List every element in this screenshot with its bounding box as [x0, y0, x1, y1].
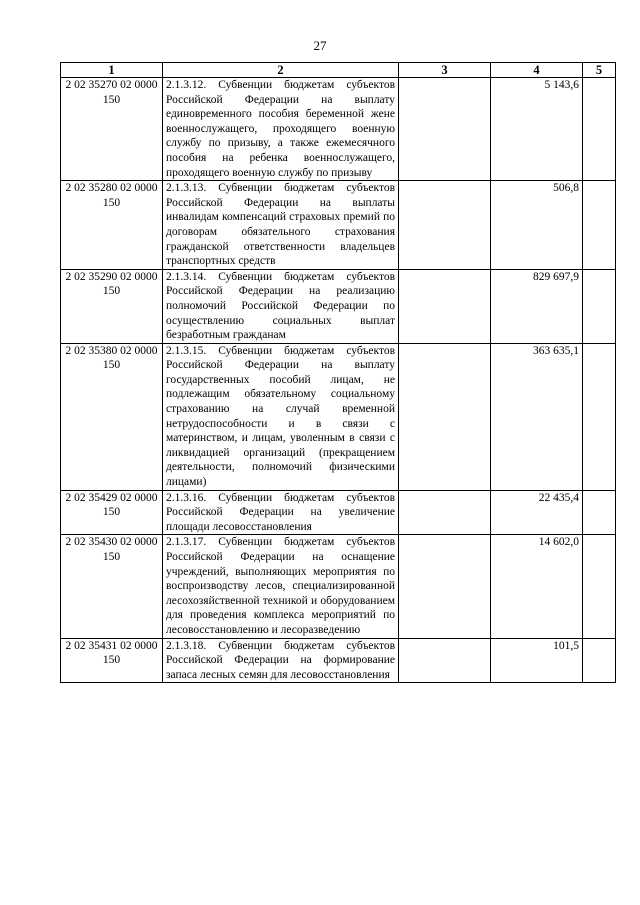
description: 2.1.3.12. Субвенции бюджетам субъектов Российской Федерации на выплату единовременного пособия беременной жене военнослужащего, проходящего военную службу по призыву, а также ежемесячного пособия на ребенка военнослужащего, проходящего военную службу по призыву — [163, 78, 399, 181]
col-5-cell — [583, 638, 616, 683]
col-5-cell — [583, 181, 616, 270]
amount: 363 635,1 — [491, 343, 583, 490]
col-5-cell — [583, 535, 616, 638]
budget-code: 2 02 35290 02 0000 150 — [61, 269, 163, 343]
budget-code: 2 02 35429 02 0000 150 — [61, 490, 163, 535]
description: 2.1.3.14. Субвенции бюджетам субъектов Российской Федерации на реализацию полномочий Российской Федерации по осуществлению социальных выплат безработным гражданам — [163, 269, 399, 343]
table-row — [61, 490, 616, 535]
table-row — [61, 638, 616, 683]
description: 2.1.3.15. Субвенции бюджетам субъектов Российской Федерации на выплату государственных пособий лицам, не подлежащим обязательному социальному страхованию на случай временной нетрудоспособности и в связи с материнством, и лицам, уволенным в связи с ликвидацией организаций (прекращением деятельности, полномочий физическими лицами) — [163, 343, 399, 490]
table-row — [61, 269, 616, 343]
header-row — [61, 63, 616, 78]
col-5-cell — [583, 269, 616, 343]
table-row — [61, 343, 616, 490]
table-row — [61, 535, 616, 638]
col-5-cell — [583, 78, 616, 181]
description: 2.1.3.18. Субвенции бюджетам субъектов Российской Федерации на формирование запаса лесных семян для лесовосстановления — [163, 638, 399, 683]
col-3-cell — [399, 490, 491, 535]
budget-table — [60, 62, 616, 683]
page-number: 27 — [313, 38, 327, 53]
budget-code: 2 02 35280 02 0000 150 — [61, 181, 163, 270]
col-5-cell — [583, 490, 616, 535]
col-3-cell — [399, 535, 491, 638]
header-col-5: 5 — [583, 63, 616, 78]
description: 2.1.3.17. Субвенции бюджетам субъектов Российской Федерации на оснащение учреждений, выполняющих мероприятия по воспроизводству лесов, специализированной лесохозяйственной техникой и оборудованием для проведения комплекса мероприятий по лесовосстановлению и лесоразведению — [163, 535, 399, 638]
description: 2.1.3.13. Субвенции бюджетам субъектов Российской Федерации на выплаты инвалидам компенсаций страховых премий по договорам обязательного страхования гражданской ответственности владельцев транспортных средств — [163, 181, 399, 270]
budget-code: 2 02 35380 02 0000 150 — [61, 343, 163, 490]
header-col-4: 4 — [491, 63, 583, 78]
amount: 829 697,9 — [491, 269, 583, 343]
amount: 14 602,0 — [491, 535, 583, 638]
col-3-cell — [399, 78, 491, 181]
amount: 5 143,6 — [491, 78, 583, 181]
budget-code: 2 02 35430 02 0000 150 — [61, 535, 163, 638]
header-col-3: 3 — [399, 63, 491, 78]
table-row — [61, 78, 616, 181]
budget-code: 2 02 35431 02 0000 150 — [61, 638, 163, 683]
description: 2.1.3.16. Субвенции бюджетам субъектов Российской Федерации на увеличение площади лесовосстановления — [163, 490, 399, 535]
col-3-cell — [399, 269, 491, 343]
header-col-2: 2 — [163, 63, 399, 78]
amount: 506,8 — [491, 181, 583, 270]
header-col-1: 1 — [61, 63, 163, 78]
amount: 101,5 — [491, 638, 583, 683]
table-row — [61, 181, 616, 270]
col-3-cell — [399, 181, 491, 270]
col-3-cell — [399, 343, 491, 490]
budget-code: 2 02 35270 02 0000 150 — [61, 78, 163, 181]
amount: 22 435,4 — [491, 490, 583, 535]
col-5-cell — [583, 343, 616, 490]
col-3-cell — [399, 638, 491, 683]
